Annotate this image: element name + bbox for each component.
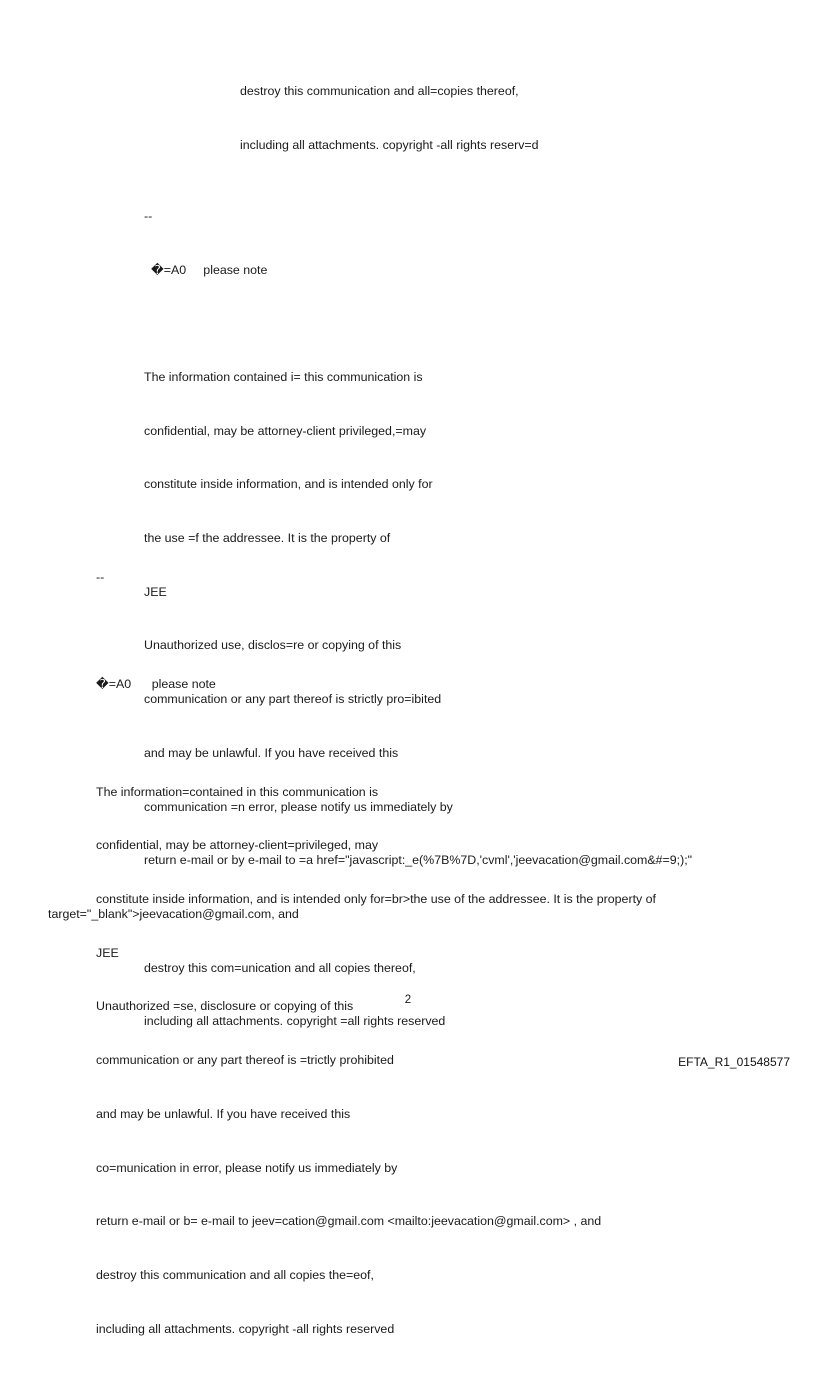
text-line: Unauthorized =se, disclosure or copying of this <box>96 999 354 1014</box>
text-line: including all attachments. copyright =all rights reserved <box>144 1014 446 1029</box>
text-line: return e-mail or b= e-mail to jeev=cation@gmail.com <mailto:jeevacation@gmail.com> , and <box>96 1214 602 1229</box>
please-note-line: �=A0 please note <box>151 262 268 277</box>
text-line: The information contained i= this communication is <box>144 369 423 384</box>
text-line: JEE <box>96 945 119 960</box>
text-line: and may be unlawful. If you have received this <box>144 745 399 760</box>
document-id: EFTA_R1_01548577 <box>678 1055 790 1069</box>
text-line: including all attachments. copyright -all rights reserved <box>96 1321 395 1336</box>
text-line: confidential, may be attorney-client=privileged, may <box>96 838 379 853</box>
text-line: JEE <box>144 584 167 599</box>
text-line: destroy this com=unication and all copies thereof, <box>144 960 416 975</box>
text-line: The information=contained in this communication is <box>96 784 379 799</box>
text-line: communication =n error, please notify us immediately by <box>144 799 453 814</box>
text-line: return e-mail or by e-mail to =a href="javascript:_e(%7B%7D,'cvml','jeevacation@gmail.com&#=9;);" <box>144 853 693 868</box>
text-line: target="_blank">jeevacation@gmail.com, and <box>48 906 299 921</box>
please-note-line: �=A0 please note <box>96 677 216 692</box>
quoted-footer-block-3 <box>96 533 656 1374</box>
page-number: 2 <box>404 994 412 1006</box>
quoted-footer-block-1 <box>240 47 539 190</box>
text-line: and may be unlawful. If you have received this <box>96 1106 351 1121</box>
text-line: destroy this communication and all copies the=eof, <box>96 1267 374 1282</box>
separator-dashes: -- <box>96 569 105 584</box>
text-line: the use =f the addressee. It is the property of <box>144 531 391 546</box>
text-line: co=munication in error, please notify us immediately by <box>96 1160 398 1175</box>
text-line: communication or any part thereof is =trictly prohibited <box>96 1053 394 1068</box>
separator-dashes: -- <box>144 208 153 223</box>
text-line: including all attachments. copyright -all rights reserv=d <box>240 137 539 152</box>
text-line: constitute inside information, and is intended only for=br>the use of the addressee. It is the property of <box>96 892 656 907</box>
text-line: confidential, may be attorney-client privileged,=may <box>144 423 427 438</box>
text-line: destroy this communication and all=copies thereof, <box>240 83 519 98</box>
text-line: Unauthorized use, disclos=re or copying of this <box>144 638 402 653</box>
text-line: constitute inside information, and is intended only for <box>144 477 433 492</box>
text-line: communication or any part thereof is strictly pro=ibited <box>144 692 442 707</box>
